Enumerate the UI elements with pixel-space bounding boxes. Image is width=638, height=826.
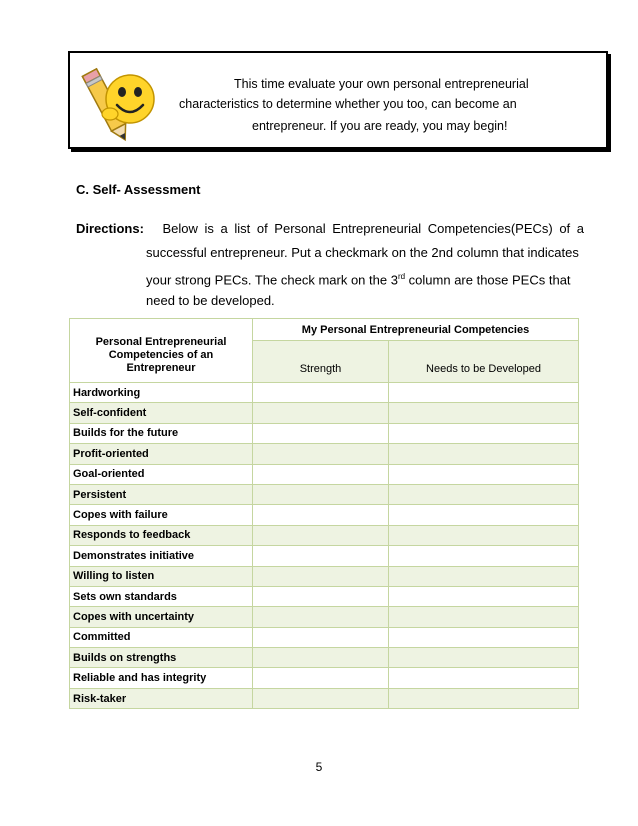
table-row xyxy=(70,627,579,647)
strength-checkbox-cell[interactable] xyxy=(253,607,389,627)
competency-name: Reliable and has integrity xyxy=(70,668,253,688)
instruction-callout xyxy=(68,51,608,149)
table-row xyxy=(70,586,579,606)
table-row xyxy=(70,546,579,566)
strength-checkbox-cell[interactable] xyxy=(253,648,389,668)
my-pecs-header: My Personal Entrepreneurial Competencies xyxy=(253,319,579,341)
develop-checkbox-cell[interactable] xyxy=(389,403,579,423)
strength-checkbox-cell[interactable] xyxy=(253,566,389,586)
competency-name: Copes with failure xyxy=(70,505,253,525)
callout-line-2: characteristics to determine whether you too, can become an xyxy=(179,97,517,111)
strength-checkbox-cell[interactable] xyxy=(253,423,389,443)
develop-checkbox-cell[interactable] xyxy=(389,464,579,484)
table-row xyxy=(70,668,579,688)
strength-checkbox-cell[interactable] xyxy=(253,505,389,525)
develop-checkbox-cell[interactable] xyxy=(389,383,579,403)
competency-name: Responds to feedback xyxy=(70,525,253,545)
table-row xyxy=(70,688,579,708)
competency-name: Copes with uncertainty xyxy=(70,607,253,627)
directions-line-3-start: your strong PECs. The check mark on the 3 xyxy=(146,272,398,288)
competency-name: Sets own standards xyxy=(70,586,253,606)
table-row xyxy=(70,423,579,443)
strength-checkbox-cell[interactable] xyxy=(253,383,389,403)
directions-line-4: need to be developed. xyxy=(146,293,275,308)
table-row xyxy=(70,505,579,525)
competency-name: Builds for the future xyxy=(70,423,253,443)
superscript-rd: rd xyxy=(397,272,406,281)
table-row xyxy=(70,566,579,586)
strength-checkbox-cell[interactable] xyxy=(253,688,389,708)
develop-checkbox-cell[interactable] xyxy=(389,648,579,668)
pecs-table xyxy=(69,318,579,709)
develop-checkbox-cell[interactable] xyxy=(389,668,579,688)
develop-checkbox-cell[interactable] xyxy=(389,423,579,443)
table-row xyxy=(70,403,579,423)
competency-name: Committed xyxy=(70,627,253,647)
strength-checkbox-cell[interactable] xyxy=(253,525,389,545)
develop-column-header: Needs to be Developed xyxy=(389,341,579,383)
directions-line-1: Below is a list of Personal Entrepreneurial Competencies(PECs) of a xyxy=(162,221,584,236)
table-row xyxy=(70,383,579,403)
strength-checkbox-cell[interactable] xyxy=(253,484,389,504)
strength-checkbox-cell[interactable] xyxy=(253,586,389,606)
pecs-column-header: Personal Entrepreneurial Competencies of an Entrepreneur xyxy=(70,319,253,383)
strength-checkbox-cell[interactable] xyxy=(253,403,389,423)
directions-line-3 xyxy=(76,265,584,289)
callout-line-3: entrepreneur. If you are ready, you may begin! xyxy=(252,119,508,133)
strength-checkbox-cell[interactable] xyxy=(253,464,389,484)
directions-paragraph xyxy=(76,217,584,313)
competency-name: Persistent xyxy=(70,484,253,504)
develop-checkbox-cell[interactable] xyxy=(389,627,579,647)
table-row xyxy=(70,484,579,504)
strength-column-header: Strength xyxy=(253,341,389,383)
table-row xyxy=(70,648,579,668)
develop-checkbox-cell[interactable] xyxy=(389,607,579,627)
develop-checkbox-cell[interactable] xyxy=(389,505,579,525)
develop-checkbox-cell[interactable] xyxy=(389,444,579,464)
table-row xyxy=(70,525,579,545)
competency-name: Hardworking xyxy=(70,383,253,403)
develop-checkbox-cell[interactable] xyxy=(389,566,579,586)
competency-name: Demonstrates initiative xyxy=(70,546,253,566)
table-row xyxy=(70,464,579,484)
competency-name: Profit-oriented xyxy=(70,444,253,464)
competency-name: Builds on strengths xyxy=(70,648,253,668)
table-row xyxy=(70,607,579,627)
competency-name: Willing to listen xyxy=(70,566,253,586)
directions-label: Directions: xyxy=(76,221,144,236)
develop-checkbox-cell[interactable] xyxy=(389,484,579,504)
develop-checkbox-cell[interactable] xyxy=(389,688,579,708)
strength-checkbox-cell[interactable] xyxy=(253,668,389,688)
directions-line-2: successful entrepreneur. Put a checkmark on the 2nd column that indicates xyxy=(146,245,579,260)
develop-checkbox-cell[interactable] xyxy=(389,586,579,606)
competency-name: Risk-taker xyxy=(70,688,253,708)
competency-name: Self-confident xyxy=(70,403,253,423)
table-row xyxy=(70,444,579,464)
develop-checkbox-cell[interactable] xyxy=(389,546,579,566)
callout-line-1: This time evaluate your own personal entrepreneurial xyxy=(234,77,529,91)
pencil-smiley-icon xyxy=(80,59,160,145)
develop-checkbox-cell[interactable] xyxy=(389,525,579,545)
strength-checkbox-cell[interactable] xyxy=(253,627,389,647)
strength-checkbox-cell[interactable] xyxy=(253,444,389,464)
directions-line-3-end: column are those PECs that xyxy=(405,272,571,288)
strength-checkbox-cell[interactable] xyxy=(253,546,389,566)
section-title: C. Self- Assessment xyxy=(76,182,201,197)
competency-name: Goal-oriented xyxy=(70,464,253,484)
page-number: 5 xyxy=(315,760,323,774)
